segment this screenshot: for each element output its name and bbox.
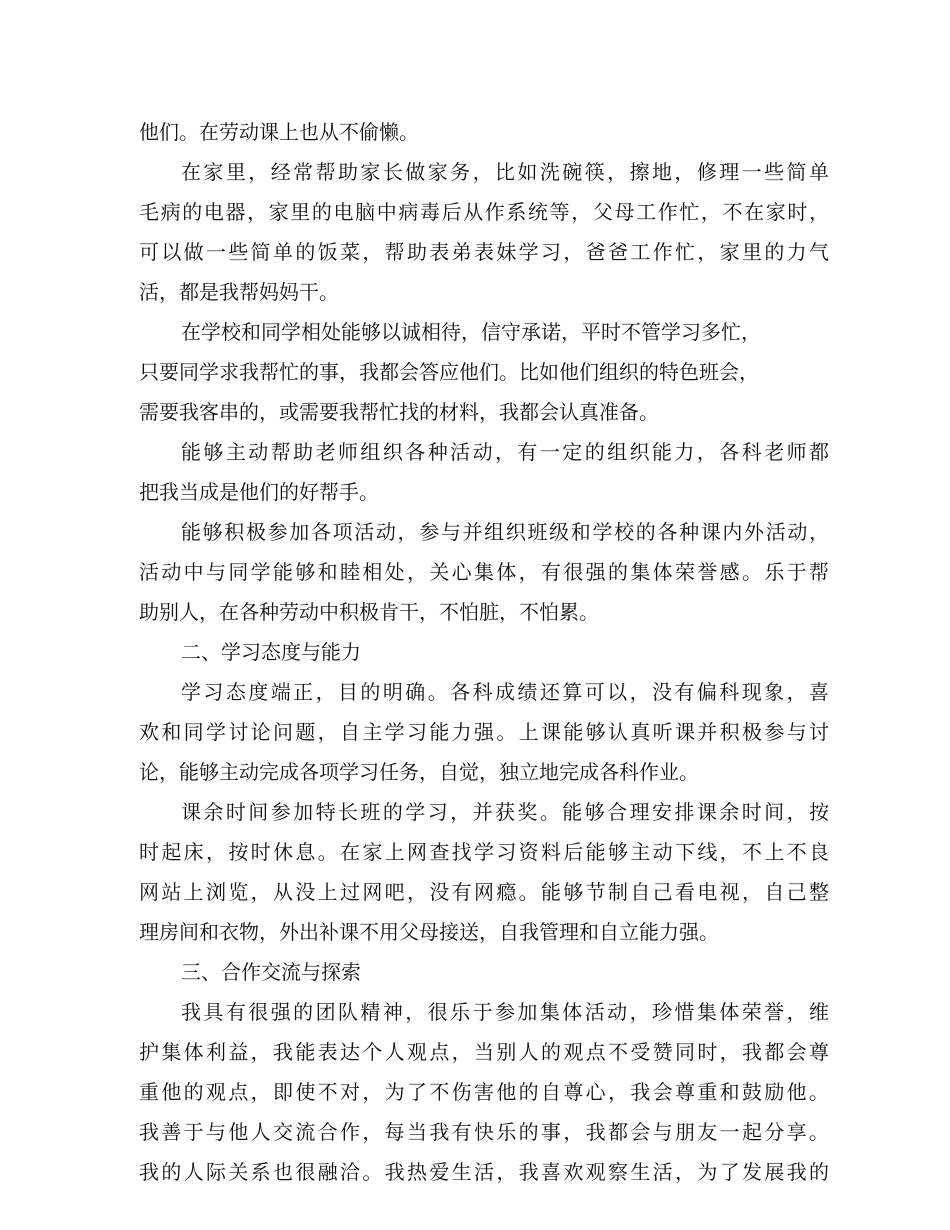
text-line: 欢和同学讨论问题，自主学习能力强。上课能够认真听课并积极参与讨 [139, 720, 829, 744]
text-line: 毛病的电器，家里的电脑中病毒后从作系统等，父母工作忙，不在家时， [139, 200, 829, 224]
text-line: 在家里，经常帮助家长做家务，比如洗碗筷，擦地，修理一些简单 [181, 160, 829, 184]
text-line: 能够主动帮助老师组织各种活动，有一定的组织能力，各科老师都 [181, 440, 829, 464]
text-line: 我具有很强的团队精神，很乐于参加集体活动，珍惜集体荣誉，维 [181, 1000, 829, 1024]
text-line: 活，都是我帮妈妈干。 [139, 280, 339, 304]
text-line: 我的人际关系也很融洽。我热爱生活，我喜欢观察生活，为了发展我的 [139, 1160, 829, 1184]
text-line: 把我当成是他们的好帮手。 [139, 480, 379, 504]
text-line: 学习态度端正，目的明确。各科成绩还算可以，没有偏科现象，喜 [181, 680, 829, 704]
section-heading: 二、学习态度与能力 [181, 640, 361, 664]
text-line: 网站上浏览，从没上过网吧，没有网瘾。能够节制自己看电视，自己整 [139, 880, 829, 904]
section-heading: 三、合作交流与探索 [181, 960, 361, 984]
text-line: 时起床，按时休息。在家上网查找学习资料后能够主动下线，不上不良 [139, 840, 829, 864]
text-line: 能够积极参加各项活动，参与并组织班级和学校的各种课内外活动， [181, 520, 829, 544]
text-line: 重他的观点，即使不对，为了不伤害他的自尊心，我会尊重和鼓励他。 [139, 1080, 829, 1104]
text-line: 需要我客串的，或需要我帮忙找的材料，我都会认真准备。 [139, 400, 659, 424]
text-line: 理房间和衣物，外出补课不用父母接送，自我管理和自立能力强。 [139, 920, 719, 944]
text-line: 可以做一些简单的饭菜，帮助表弟表妹学习，爸爸工作忙，家里的力气 [139, 240, 829, 264]
text-line: 我善于与他人交流合作，每当我有快乐的事，我都会与朋友一起分享。 [139, 1120, 829, 1144]
text-line: 论，能够主动完成各项学习任务，自觉，独立地完成各科作业。 [139, 760, 699, 784]
text-line: 他们。在劳动课上也从不偷懒。 [139, 120, 419, 144]
text-line: 课余时间参加特长班的学习，并获奖。能够合理安排课余时间，按 [181, 800, 829, 824]
text-line: 助别人，在各种劳动中积极肯干，不怕脏，不怕累。 [139, 600, 599, 624]
text-line: 只要同学求我帮忙的事，我都会答应他们。比如他们组织的特色班会， [139, 360, 759, 384]
text-line: 护集体利益，我能表达个人观点，当别人的观点不受赞同时，我都会尊 [139, 1040, 829, 1064]
text-line: 活动中与同学能够和睦相处，关心集体，有很强的集体荣誉感。乐于帮 [139, 560, 829, 584]
text-line: 在学校和同学相处能够以诚相待，信守承诺，平时不管学习多忙， [181, 320, 761, 344]
